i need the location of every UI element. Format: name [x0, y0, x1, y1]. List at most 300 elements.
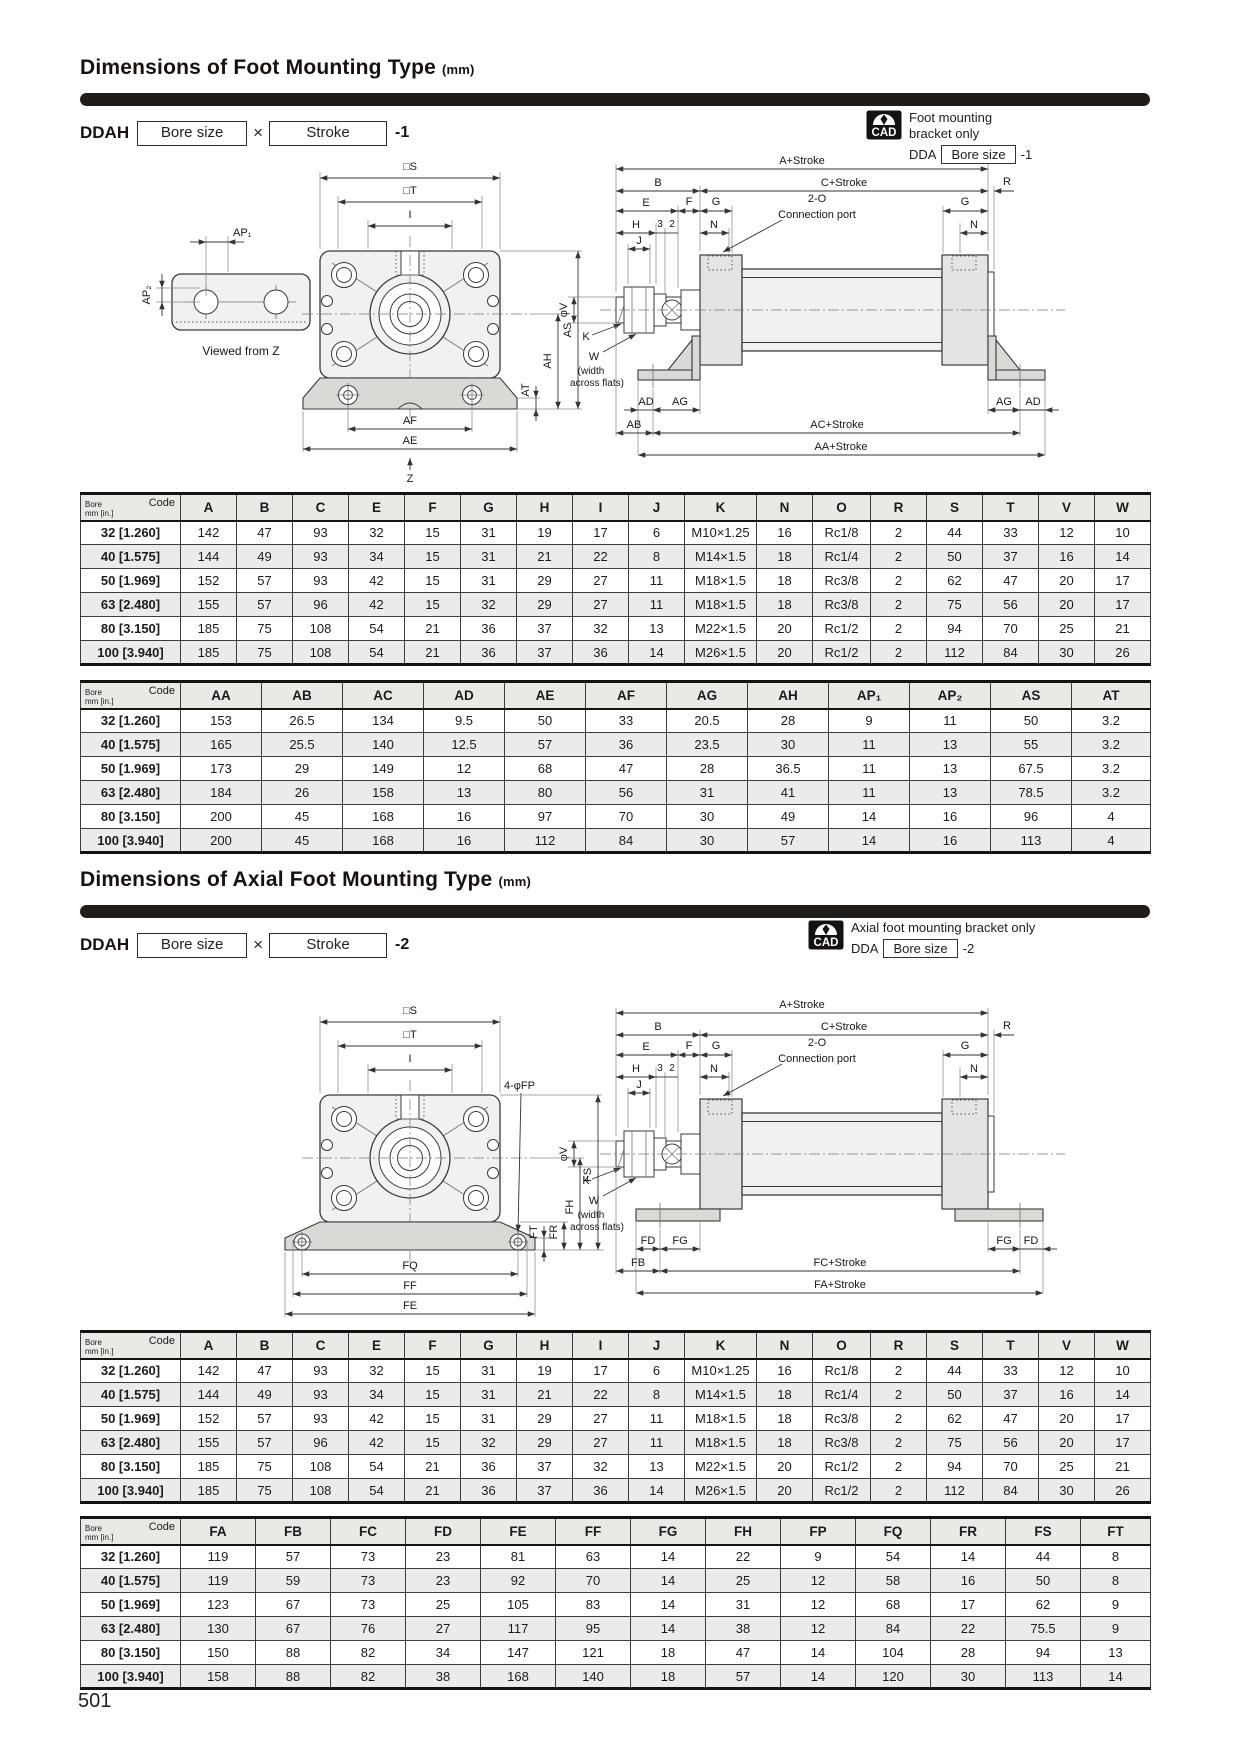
cell: 8 — [629, 545, 685, 569]
cell: 18 — [631, 1665, 706, 1689]
dim-label: Z — [406, 473, 414, 483]
cell: 12 — [1039, 1359, 1095, 1383]
cell: 184 — [181, 781, 262, 805]
dim-label: AB — [626, 419, 642, 431]
cell: 144 — [181, 1383, 237, 1407]
row-code: 80 [3.150] — [81, 805, 181, 829]
cell: 31 — [461, 569, 517, 593]
dim-label: H — [632, 219, 640, 231]
col-header-G: G — [461, 494, 517, 521]
col-header-O: O — [813, 494, 871, 521]
table-corner-cell: Code Bore mm [in.] — [81, 1518, 181, 1545]
cell: M18×1.5 — [685, 1431, 757, 1455]
cell: 14 — [781, 1641, 856, 1665]
cell: 134 — [343, 709, 424, 733]
dim-label: AC+Stroke — [810, 419, 864, 431]
dim-label: AD — [638, 396, 654, 408]
table-row — [81, 617, 1151, 641]
col-header-B: B — [237, 494, 293, 521]
cell: 152 — [181, 1407, 237, 1431]
cell: 31 — [461, 1407, 517, 1431]
cell: 18 — [757, 1431, 813, 1455]
dim-label: 3 — [657, 219, 663, 230]
cell: 84 — [856, 1617, 931, 1641]
dim-label: AT — [520, 383, 532, 397]
dim-label: K — [582, 331, 590, 343]
cell: 20 — [757, 1479, 813, 1503]
cell: 14 — [1095, 1383, 1151, 1407]
cell: 18 — [757, 593, 813, 617]
cell: 70 — [586, 805, 667, 829]
cell: 108 — [293, 1479, 349, 1503]
cad-ref-bore-box: Bore size — [883, 939, 957, 958]
cell: 16 — [1039, 1383, 1095, 1407]
cad-note-text: Axial foot mounting bracket only — [851, 920, 1036, 935]
dim-label: I — [408, 209, 412, 221]
cell: 49 — [237, 1383, 293, 1407]
cell: 30 — [748, 733, 829, 757]
cell: 30 — [667, 829, 748, 853]
cell: 12 — [781, 1569, 856, 1593]
cell: 11 — [629, 569, 685, 593]
cell: 9.5 — [424, 709, 505, 733]
dim-label: FD — [1023, 1235, 1039, 1247]
page-number: 501 — [78, 1690, 112, 1712]
cell: 28 — [667, 757, 748, 781]
cell: 11 — [910, 709, 991, 733]
dim-label: W — [588, 351, 600, 363]
dim-label: FD — [640, 1235, 656, 1247]
col-header-FD: FD — [406, 1518, 481, 1545]
dim-label: (width — [577, 366, 605, 377]
cell: 6 — [629, 1359, 685, 1383]
foot-bracket — [303, 378, 517, 409]
cell: 20 — [757, 641, 813, 665]
cell: 68 — [856, 1593, 931, 1617]
row-code: 50 [1.969] — [81, 757, 181, 781]
dim-label: FQ — [402, 1260, 418, 1272]
cell: 31 — [461, 1383, 517, 1407]
cell: M22×1.5 — [685, 617, 757, 641]
cell: 68 — [505, 757, 586, 781]
col-header-H: H — [517, 1332, 573, 1359]
cell: 70 — [556, 1569, 631, 1593]
cell: 8 — [1081, 1545, 1151, 1569]
cell: 18 — [631, 1641, 706, 1665]
cell: 27 — [573, 593, 629, 617]
cell: Rc3/8 — [813, 1431, 871, 1455]
axial-foot-mounting-drawings — [80, 992, 1150, 1322]
cell: 73 — [331, 1569, 406, 1593]
cell: 13 — [424, 781, 505, 805]
cell: 15 — [405, 1431, 461, 1455]
section2-title — [80, 868, 531, 892]
col-header-AG: AG — [667, 682, 748, 709]
section1-model-code — [80, 120, 409, 146]
col-header-AT: AT — [1072, 682, 1151, 709]
cell: Rc3/8 — [813, 593, 871, 617]
cell: 57 — [237, 593, 293, 617]
cell: 45 — [262, 805, 343, 829]
cell: 158 — [343, 781, 424, 805]
model-suffix: -1 — [395, 124, 410, 141]
cell: 73 — [331, 1545, 406, 1569]
cell: 108 — [293, 641, 349, 665]
cell: 16 — [424, 805, 505, 829]
cell: 2 — [871, 1479, 927, 1503]
cell: 14 — [781, 1665, 856, 1689]
cell: 84 — [586, 829, 667, 853]
row-code: 63 [2.480] — [81, 781, 181, 805]
cell: 62 — [927, 1407, 983, 1431]
cell: 44 — [927, 521, 983, 545]
cad-icon-label: CAD — [813, 937, 839, 949]
cell: 59 — [256, 1569, 331, 1593]
cell: 30 — [667, 805, 748, 829]
table-row — [81, 545, 1151, 569]
cell: Rc1/4 — [813, 545, 871, 569]
cell: 104 — [856, 1641, 931, 1665]
section2-divider-bar — [80, 905, 1150, 918]
cell: 28 — [931, 1641, 1006, 1665]
stroke-box: Stroke — [269, 121, 387, 146]
cell: 18 — [757, 569, 813, 593]
cell: 25 — [1039, 1455, 1095, 1479]
cell: 58 — [856, 1569, 931, 1593]
dim-label: FG — [672, 1235, 688, 1247]
cell: 31 — [461, 521, 517, 545]
dim-label: J — [636, 235, 642, 247]
cell: 26 — [1095, 641, 1151, 665]
table-row — [81, 569, 1151, 593]
cell: 12 — [424, 757, 505, 781]
cell: Rc1/8 — [813, 521, 871, 545]
cell: 2 — [871, 545, 927, 569]
cell: 54 — [349, 641, 405, 665]
cell: 93 — [293, 1407, 349, 1431]
cell: 27 — [406, 1617, 481, 1641]
cell: 15 — [405, 1383, 461, 1407]
col-header-FC: FC — [331, 1518, 406, 1545]
cell: 9 — [1081, 1593, 1151, 1617]
cell: 147 — [481, 1641, 556, 1665]
dim-label: AH — [542, 353, 554, 369]
dim-label: A+Stroke — [779, 155, 825, 167]
dim-label: AF — [402, 415, 418, 427]
col-header-AC: AC — [343, 682, 424, 709]
cell: 37 — [517, 617, 573, 641]
cell: 76 — [331, 1617, 406, 1641]
cell: 3.2 — [1072, 709, 1151, 733]
cell: 18 — [757, 1383, 813, 1407]
cell: 27 — [573, 569, 629, 593]
cell: 47 — [983, 1407, 1039, 1431]
table-row — [81, 1665, 1151, 1689]
cell: 158 — [181, 1665, 256, 1689]
col-header-T: T — [983, 494, 1039, 521]
cell: 70 — [983, 1455, 1039, 1479]
cell: 14 — [629, 641, 685, 665]
cell: 185 — [181, 641, 237, 665]
cell: 120 — [856, 1665, 931, 1689]
cell: 82 — [331, 1665, 406, 1689]
cell: 25 — [406, 1593, 481, 1617]
cell: M18×1.5 — [685, 569, 757, 593]
dim-label: AA+Stroke — [814, 441, 868, 453]
col-header-F: F — [405, 1332, 461, 1359]
cell: 29 — [517, 1407, 573, 1431]
bore-size-box: Bore size — [137, 121, 247, 146]
cell: 83 — [556, 1593, 631, 1617]
col-header-V: V — [1039, 494, 1095, 521]
cell: 15 — [405, 569, 461, 593]
cell: 47 — [706, 1641, 781, 1665]
cell: 2 — [871, 617, 927, 641]
dim-label: 2-O — [807, 193, 827, 205]
cell: 44 — [1006, 1545, 1081, 1569]
model-prefix: DDAH — [80, 935, 130, 954]
cell: 97 — [505, 805, 586, 829]
cell: 15 — [405, 545, 461, 569]
cell: 50 — [1006, 1569, 1081, 1593]
table-row — [81, 1431, 1151, 1455]
cell: 16 — [424, 829, 505, 853]
table-corner-cell: Code Bore mm [in.] — [81, 682, 181, 709]
cell: M26×1.5 — [685, 641, 757, 665]
cell: Rc1/2 — [813, 641, 871, 665]
cell: 14 — [631, 1569, 706, 1593]
cell: 37 — [517, 641, 573, 665]
cell: M14×1.5 — [685, 1383, 757, 1407]
dim-label: AP₁ — [233, 227, 252, 239]
cell: 49 — [748, 805, 829, 829]
cell: M22×1.5 — [685, 1455, 757, 1479]
cell: 94 — [1006, 1641, 1081, 1665]
cell: 155 — [181, 593, 237, 617]
dim-label: φV — [558, 302, 570, 318]
cell: 14 — [1081, 1665, 1151, 1689]
cell: 144 — [181, 545, 237, 569]
col-header-I: I — [573, 1332, 629, 1359]
cell: 30 — [931, 1665, 1006, 1689]
cell: 18 — [757, 545, 813, 569]
cell: 15 — [405, 521, 461, 545]
cell: 17 — [573, 1359, 629, 1383]
cell: Rc1/2 — [813, 1479, 871, 1503]
dim-label: FH — [564, 1199, 576, 1215]
cell: 153 — [181, 709, 262, 733]
cell: 31 — [706, 1593, 781, 1617]
cell: 36.5 — [748, 757, 829, 781]
cell: 11 — [629, 1431, 685, 1455]
cell: 50 — [991, 709, 1072, 733]
table-row — [81, 1641, 1151, 1665]
dim-label: N — [970, 219, 978, 231]
cell: 42 — [349, 1431, 405, 1455]
col-header-A: A — [181, 494, 237, 521]
col-header-I: I — [573, 494, 629, 521]
cell: 29 — [517, 569, 573, 593]
col-header-AD: AD — [424, 682, 505, 709]
cell: 32 — [349, 1359, 405, 1383]
cell: 57 — [237, 1431, 293, 1455]
cell: 63 — [556, 1545, 631, 1569]
col-header-AE: AE — [505, 682, 586, 709]
cell: 14 — [631, 1617, 706, 1641]
row-code: 40 [1.575] — [81, 545, 181, 569]
cell: 113 — [1006, 1665, 1081, 1689]
cell: 75 — [237, 1455, 293, 1479]
cell: 37 — [517, 1479, 573, 1503]
cell: 37 — [983, 1383, 1039, 1407]
row-code: 50 [1.969] — [81, 1407, 181, 1431]
row-code: 100 [3.940] — [81, 1665, 181, 1689]
rear-axial-foot-plate — [955, 1209, 1043, 1221]
col-header-FB: FB — [256, 1518, 331, 1545]
section1-title — [80, 56, 475, 80]
cell: 200 — [181, 829, 262, 853]
cell: 13 — [629, 1455, 685, 1479]
cell: 36 — [586, 733, 667, 757]
cell: 33 — [983, 1359, 1039, 1383]
table-row — [81, 829, 1151, 853]
cell: 80 — [505, 781, 586, 805]
cell: 16 — [757, 521, 813, 545]
cell: 14 — [1095, 545, 1151, 569]
cell: 2 — [871, 1407, 927, 1431]
cell: 140 — [343, 733, 424, 757]
cell: 37 — [517, 1455, 573, 1479]
cell: 16 — [910, 829, 991, 853]
cell: 29 — [262, 757, 343, 781]
dim-label: R — [1003, 176, 1011, 188]
row-code: 80 [3.150] — [81, 617, 181, 641]
bore-size-box: Bore size — [137, 933, 247, 958]
cell: Rc3/8 — [813, 569, 871, 593]
cell: 55 — [991, 733, 1072, 757]
cell: 93 — [293, 521, 349, 545]
row-code: 63 [2.480] — [81, 1617, 181, 1641]
cell: 3.2 — [1072, 781, 1151, 805]
cell: 54 — [349, 617, 405, 641]
cell: 96 — [991, 805, 1072, 829]
col-header-F: F — [405, 494, 461, 521]
cell: 54 — [349, 1479, 405, 1503]
cell: 17 — [1095, 593, 1151, 617]
row-code: 80 [3.150] — [81, 1455, 181, 1479]
cell: 62 — [927, 569, 983, 593]
cell: 56 — [983, 593, 1039, 617]
model-x: × — [253, 935, 264, 954]
cell: M10×1.25 — [685, 1359, 757, 1383]
cell: 108 — [293, 1455, 349, 1479]
cell: 36 — [461, 1479, 517, 1503]
row-code: 63 [2.480] — [81, 593, 181, 617]
col-header-T: T — [983, 1332, 1039, 1359]
cell: 6 — [629, 521, 685, 545]
col-header-A: A — [181, 1332, 237, 1359]
cell: 17 — [931, 1593, 1006, 1617]
dim-label: AS — [562, 322, 574, 338]
col-header-K: K — [685, 1332, 757, 1359]
cell: 8 — [1081, 1569, 1151, 1593]
cell: 185 — [181, 617, 237, 641]
col-header-H: H — [517, 494, 573, 521]
cell: 57 — [505, 733, 586, 757]
cell: 20 — [1039, 1407, 1095, 1431]
dim-label: FG — [996, 1235, 1012, 1247]
cell: 14 — [829, 829, 910, 853]
cell: 96 — [293, 593, 349, 617]
cell: 14 — [631, 1593, 706, 1617]
cell: 9 — [829, 709, 910, 733]
cell: 3.2 — [1072, 733, 1151, 757]
cad-ref-bore-box: Bore size — [941, 145, 1015, 164]
section2-title-text: Dimensions of Axial Foot Mounting Type — [80, 868, 493, 891]
front-foot-bracket — [638, 370, 700, 380]
cell: 10 — [1095, 521, 1151, 545]
cell: Rc1/2 — [813, 617, 871, 641]
axial-foot-main-table — [80, 1330, 1151, 1504]
cell: 17 — [1095, 1431, 1151, 1455]
cell: 47 — [237, 1359, 293, 1383]
cell: 168 — [481, 1665, 556, 1689]
cell: 57 — [237, 1407, 293, 1431]
cell: 33 — [983, 521, 1039, 545]
dim-label: 2 — [669, 219, 675, 230]
cell: 18 — [757, 1407, 813, 1431]
col-header-C: C — [293, 494, 349, 521]
cell: 21 — [517, 1383, 573, 1407]
cell: M18×1.5 — [685, 1407, 757, 1431]
dim-label: F — [685, 196, 693, 208]
cell: 22 — [931, 1617, 1006, 1641]
stroke-box: Stroke — [269, 933, 387, 958]
cell: 42 — [349, 1407, 405, 1431]
cell: 32 — [461, 593, 517, 617]
cell: 26 — [262, 781, 343, 805]
cell: 73 — [331, 1593, 406, 1617]
cell: M26×1.5 — [685, 1479, 757, 1503]
cell: 34 — [349, 545, 405, 569]
cell: 19 — [517, 521, 573, 545]
dim-label: AP₂ — [141, 285, 153, 305]
col-header-FF: FF — [556, 1518, 631, 1545]
dim-label: N — [710, 219, 718, 231]
cell: 84 — [983, 641, 1039, 665]
cell: 105 — [481, 1593, 556, 1617]
cell: 22 — [706, 1545, 781, 1569]
table-row — [81, 593, 1151, 617]
cell: 32 — [349, 521, 405, 545]
cell: 62 — [1006, 1593, 1081, 1617]
cell: 9 — [1081, 1617, 1151, 1641]
cad-note-text: Foot mounting bracket only — [909, 110, 993, 141]
col-header-AA: AA — [181, 682, 262, 709]
model-prefix: DDAH — [80, 123, 130, 142]
cell: 2 — [871, 569, 927, 593]
cell: 32 — [573, 617, 629, 641]
col-header-AP₂: AP₂ — [910, 682, 991, 709]
cell: 12 — [1039, 521, 1095, 545]
cell: 11 — [629, 1407, 685, 1431]
dim-label: FB — [630, 1257, 646, 1269]
row-code: 32 [1.260] — [81, 521, 181, 545]
cell: 41 — [748, 781, 829, 805]
cell: 32 — [573, 1455, 629, 1479]
table-row — [81, 1545, 1151, 1569]
cell: 2 — [871, 1455, 927, 1479]
